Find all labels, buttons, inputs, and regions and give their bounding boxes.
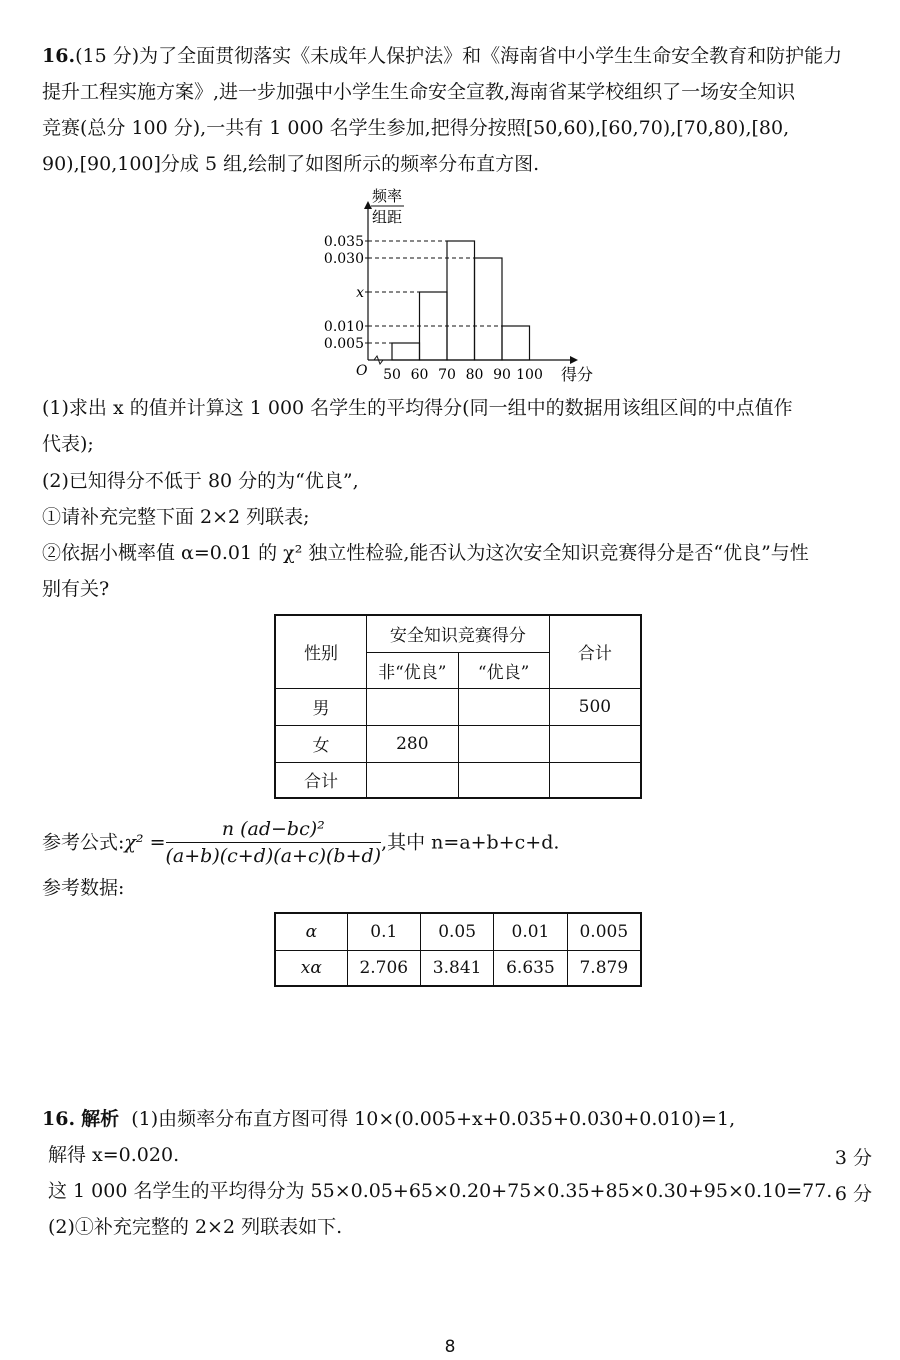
cell-not-good: 280 bbox=[367, 725, 458, 762]
x-axis-label: 得分 bbox=[561, 365, 594, 384]
origin-label: O bbox=[356, 363, 368, 379]
question-2-line-1: (2)已知得分不低于 80 分的为“优良”, bbox=[42, 470, 359, 492]
header-total: 合计 bbox=[549, 615, 641, 688]
problem-line-1 bbox=[42, 44, 842, 68]
question-2-sub-1: ①请补充完整下面 2×2 列联表; bbox=[42, 506, 310, 528]
table-row bbox=[275, 762, 641, 798]
alpha-value: 0.005 bbox=[567, 913, 641, 950]
contingency-table bbox=[274, 614, 642, 799]
histogram-bar bbox=[502, 326, 530, 360]
cell-total bbox=[549, 762, 641, 798]
solution-line-3: 这 1 000 名学生的平均得分为 55×0.05+65×0.20+75×0.35+85×0.30+95×0.10=77. bbox=[48, 1180, 833, 1202]
x-tick-label: 70 bbox=[438, 367, 456, 383]
row-label: 合计 bbox=[275, 762, 367, 798]
formula-fraction bbox=[166, 818, 382, 867]
table-row bbox=[275, 725, 641, 762]
table-row bbox=[275, 950, 641, 986]
y-tick-label: 0.035 bbox=[323, 234, 364, 250]
x-alpha-value: 2.706 bbox=[347, 950, 420, 986]
cell-not-good bbox=[367, 688, 458, 725]
alpha-value: 0.05 bbox=[420, 913, 493, 950]
x-tick-label: 60 bbox=[410, 367, 429, 383]
solution-points-6: 6 分 bbox=[834, 1183, 872, 1205]
x-alpha-value: 3.841 bbox=[420, 950, 493, 986]
y-label-top: 频率 bbox=[372, 187, 403, 205]
header-gender: 性别 bbox=[275, 615, 367, 688]
solution-line-4: (2)①补充完整的 2×2 列联表如下. bbox=[48, 1216, 343, 1238]
reference-data-table bbox=[274, 912, 642, 987]
y-tick-label: 0.005 bbox=[323, 336, 364, 352]
problem-line-3: 竞赛(总分 100 分),一共有 1 000 名学生参加,把得分按照[50,60),[60,70),[70,80),[80, bbox=[42, 117, 790, 139]
y-label-bottom: 组距 bbox=[372, 208, 403, 226]
x-tick-label: 80 bbox=[465, 367, 484, 383]
question-2-sub-2-line-1: ②依据小概率值 α=0.01 的 χ² 独立性检验,能否认为这次安全知识竞赛得分是否“优良”与性 bbox=[42, 542, 809, 564]
problem-text-1: (15 分)为了全面贯彻落实《未成年人保护法》和《海南省中小学生生命安全教育和防护能力 bbox=[75, 45, 843, 67]
row-label: 女 bbox=[275, 725, 367, 762]
table-row bbox=[275, 913, 641, 950]
solution-number: 16. bbox=[42, 1108, 76, 1130]
question-1-line-2: 代表); bbox=[42, 433, 94, 455]
frequency-histogram bbox=[310, 185, 610, 385]
solution-title: 解析 bbox=[81, 1108, 120, 1130]
formula-suffix: ,其中 n=a+b+c+d. bbox=[381, 831, 560, 854]
y-tick-label: 0.010 bbox=[323, 319, 364, 335]
table-row bbox=[275, 688, 641, 725]
histogram-bar bbox=[392, 343, 420, 360]
cell-not-good bbox=[367, 762, 458, 798]
y-tick-label: 0.030 bbox=[323, 251, 364, 267]
cell-good bbox=[458, 688, 549, 725]
x-axis-arrow bbox=[570, 356, 578, 364]
problem-line-2: 提升工程实施方案》,进一步加强中小学生生命安全宣教,海南省某学校组织了一场安全知识 bbox=[42, 81, 796, 103]
question-1-line-1: (1)求出 x 的值并计算这 1 000 名学生的平均得分(同一组中的数据用该组区间的中点值作 bbox=[42, 397, 793, 419]
question-2-sub-2-line-2: 别有关? bbox=[42, 578, 110, 600]
header-score: 安全知识竞赛得分 bbox=[367, 615, 550, 652]
formula-numerator: n (ad−bc)² bbox=[166, 818, 382, 843]
y-axis-arrow bbox=[364, 201, 372, 209]
page-number: 8 bbox=[444, 1337, 456, 1357]
formula-lhs: χ² = bbox=[124, 831, 166, 854]
problem-number: 16. bbox=[42, 45, 76, 67]
cell-good bbox=[458, 762, 549, 798]
solution-line-1 bbox=[42, 1107, 735, 1131]
header-not-good: 非“优良” bbox=[367, 652, 458, 688]
alpha-label: α bbox=[275, 913, 347, 950]
histogram-bar bbox=[475, 258, 503, 360]
cell-total bbox=[549, 725, 641, 762]
cell-total: 500 bbox=[549, 688, 641, 725]
solution-points-3: 3 分 bbox=[834, 1147, 872, 1169]
alpha-value: 0.01 bbox=[494, 913, 567, 950]
x-alpha-value: 6.635 bbox=[494, 950, 567, 986]
formula-denominator: (a+b)(c+d)(a+c)(b+d) bbox=[165, 845, 382, 867]
x-tick-label: 90 bbox=[493, 367, 511, 383]
problem-line-4: 90),[90,100]分成 5 组,绘制了如图所示的频率分布直方图. bbox=[42, 153, 540, 175]
formula-prefix: 参考公式: bbox=[42, 831, 125, 854]
x-alpha-value: 7.879 bbox=[567, 950, 641, 986]
reference-data-label: 参考数据: bbox=[42, 877, 125, 899]
cell-good bbox=[458, 725, 549, 762]
x-tick-label: 100 bbox=[516, 367, 543, 383]
header-good: “优良” bbox=[458, 652, 549, 688]
y-tick-label: x bbox=[356, 285, 364, 301]
reference-formula bbox=[42, 818, 559, 867]
alpha-value: 0.1 bbox=[347, 913, 420, 950]
histogram-bar bbox=[447, 241, 475, 360]
solution-text-1: (1)由频率分布直方图可得 10×(0.005+x+0.035+0.030+0.010)=1, bbox=[131, 1108, 736, 1130]
x-alpha-label: xα bbox=[275, 950, 347, 986]
row-label: 男 bbox=[275, 688, 367, 725]
solution-line-2: 解得 x=0.020. bbox=[48, 1144, 180, 1166]
x-tick-label: 50 bbox=[383, 367, 401, 383]
